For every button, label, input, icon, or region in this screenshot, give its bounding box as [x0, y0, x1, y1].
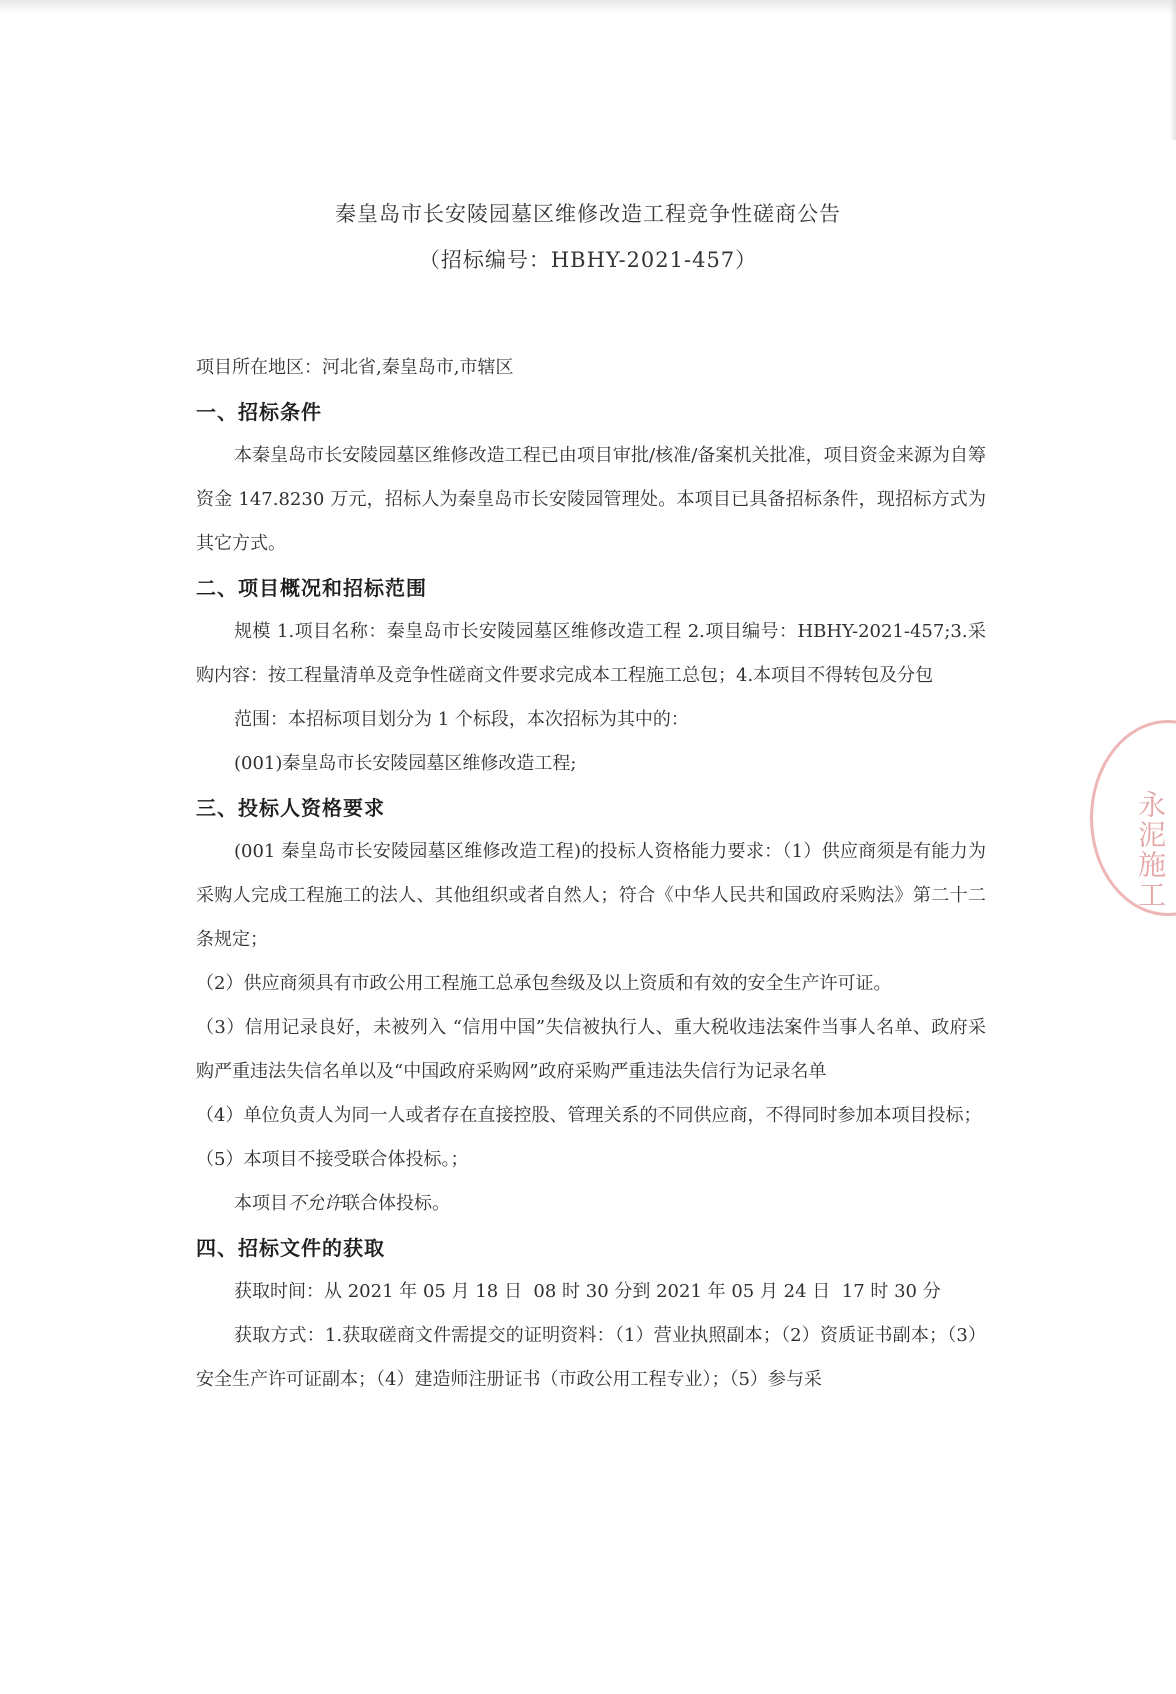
location-line: 项目所在地区：河北省,秦皇岛市,市辖区 [196, 357, 514, 378]
section-4-heading: 四、招标文件的获取 [196, 1236, 385, 1260]
section-2-lot: (001)秦皇岛市长安陵园墓区维修改造工程; [234, 753, 577, 774]
consortium-suffix: 联合体投标。 [342, 1193, 450, 1214]
scan-edge-right [1170, 0, 1176, 140]
section-1-heading: 一、招标条件 [196, 400, 322, 424]
section-3-item-5: （5）本项目不接受联合体投标。； [196, 1149, 469, 1170]
section-3-item-4: （4）单位负责人为同一人或者存在直接控股、管理关系的不同供应商，不得同时参加本项目投标； [196, 1105, 982, 1126]
section-4-method: 获取方式：1.获取磋商文件需提交的证明资料：（1）营业执照副本；（2）资质证书副本；（3）安全生产许可证副本；（4）建造师注册证书（市政公用工程专业）；（5）参与采 [196, 1325, 986, 1390]
section-4-time: 获取时间：从 2021 年 05 月 18 日 08 时 30 分到 2021 年 05 月 24 日 17 时 30 分 [234, 1281, 941, 1302]
section-2-scale: 规模 1.项目名称：秦皇岛市长安陵园墓区维修改造工程 2.项目编号：HBHY-2021-457;3.采购内容：按工程量清单及竞争性磋商文件要求完成本工程施工总包；4.本项目不得转包及分包 [196, 621, 986, 686]
section-2-heading: 二、项目概况和招标范围 [196, 576, 427, 600]
section-3-intro: (001 秦皇岛市长安陵园墓区维修改造工程)的投标人资格能力要求：（1）供应商须是有能力为采购人完成工程施工的法人、其他组织或者自然人；符合《中华人民共和国政府采购法》第二十二条规定； [196, 841, 986, 950]
section-3-heading: 三、投标人资格要求 [196, 796, 385, 820]
consortium-line [196, 1182, 986, 1226]
stamp-seal-text: 永泥施工 [1134, 790, 1167, 910]
section-3-item-2: （2）供应商须具有市政公用工程施工总承包叁级及以上资质和有效的安全生产许可证。 [196, 973, 892, 994]
section-2-range: 范围：本招标项目划分为 1 个标段，本次招标为其中的： [234, 709, 689, 730]
document-body [196, 346, 986, 1402]
consortium-prefix: 本项目 [234, 1193, 288, 1214]
section-3-item-3: （3）信用记录良好，未被列入 “信用中国”失信被执行人、重大税收违法案件当事人名单、政府采购严重违法失信名单以及“中国政府采购网”政府采购严重违法失信行为记录名单 [196, 1017, 986, 1082]
scan-edge-top [0, 0, 1176, 14]
section-1-paragraph: 本秦皇岛市长安陵园墓区维修改造工程已由项目审批/核准/备案机关批准，项目资金来源为自筹资金 147.8230 万元，招标人为秦皇岛市长安陵园管理处。本项目已具备招标条件，现招标方式为其它方式。 [196, 445, 986, 554]
consortium-italic: 不允许 [288, 1193, 342, 1214]
document-title: 秦皇岛市长安陵园墓区维修改造工程竞争性磋商公告 [335, 202, 841, 226]
document-subtitle: （招标编号：HBHY-2021-457） [418, 248, 758, 272]
